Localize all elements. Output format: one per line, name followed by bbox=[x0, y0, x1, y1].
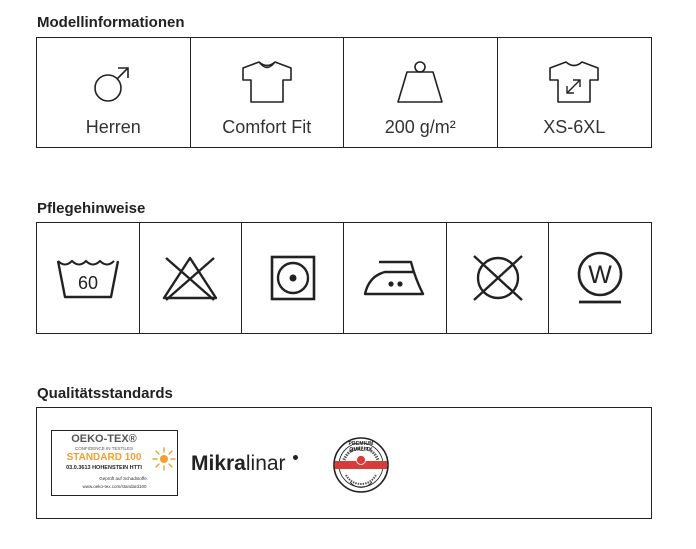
no-dry-clean-icon bbox=[471, 253, 525, 303]
tumble-dry-icon bbox=[270, 255, 316, 301]
wash-60-icon bbox=[56, 256, 120, 300]
quality-heading: Qualitätsstandards bbox=[37, 385, 173, 402]
care-grid bbox=[36, 222, 652, 334]
weight-icon bbox=[396, 60, 444, 104]
oeko-number: 03.0.3613 HOHENSTEIN HTTI bbox=[66, 465, 142, 471]
care-cell-wetclean bbox=[549, 223, 651, 333]
premium-seal-text: PREMIUM QUALITY bbox=[348, 441, 374, 453]
mikralinar-dot bbox=[293, 455, 298, 460]
care-cell-dry bbox=[242, 223, 345, 333]
model-label-size: XS-6XL bbox=[543, 117, 606, 137]
care-heading: Pflegehinweise bbox=[37, 200, 146, 217]
quality-box bbox=[36, 407, 652, 519]
model-label-weight: 200 g/m² bbox=[384, 117, 456, 137]
no-bleach-icon bbox=[160, 254, 220, 302]
model-cell-fit bbox=[191, 38, 345, 147]
care-cell-wash bbox=[37, 223, 140, 333]
male-symbol-icon bbox=[93, 60, 133, 104]
oeko-standard: STANDARD 100 bbox=[66, 452, 142, 463]
model-label-fit: Comfort Fit bbox=[222, 117, 312, 137]
mikralinar-part2: linar bbox=[245, 452, 286, 475]
oeko-sun-icon bbox=[152, 447, 176, 471]
model-cell-gender bbox=[37, 38, 191, 147]
oeko-url: www.oeko-tex.com/standard100 bbox=[82, 484, 147, 489]
wash-temperature: 60 bbox=[77, 273, 98, 293]
oeko-tex-logo bbox=[51, 430, 178, 496]
care-cell-bleach bbox=[140, 223, 242, 333]
wet-clean-icon bbox=[574, 251, 626, 305]
care-cell-iron bbox=[344, 223, 447, 333]
oeko-tagline: CONFIDENCE IN TEXTILES bbox=[75, 446, 133, 451]
model-label-gender: Herren bbox=[85, 117, 141, 137]
oeko-tested: Geprüft auf Schadstoffe. bbox=[99, 476, 148, 481]
mikralinar-part1: Mikra bbox=[191, 452, 246, 475]
mikralinar-logo bbox=[191, 452, 298, 476]
wet-clean-letter: W bbox=[588, 261, 612, 289]
model-cell-weight bbox=[344, 38, 498, 147]
size-tshirt-icon bbox=[547, 60, 601, 104]
model-info-grid bbox=[36, 37, 652, 148]
model-info-heading: Modellinformationen bbox=[37, 14, 185, 31]
iron-two-dots-icon bbox=[363, 258, 427, 298]
tshirt-icon bbox=[240, 60, 294, 104]
model-cell-size bbox=[498, 38, 652, 147]
oeko-brand: OEKO-TEX® bbox=[71, 433, 137, 445]
care-cell-dryclean bbox=[447, 223, 549, 333]
